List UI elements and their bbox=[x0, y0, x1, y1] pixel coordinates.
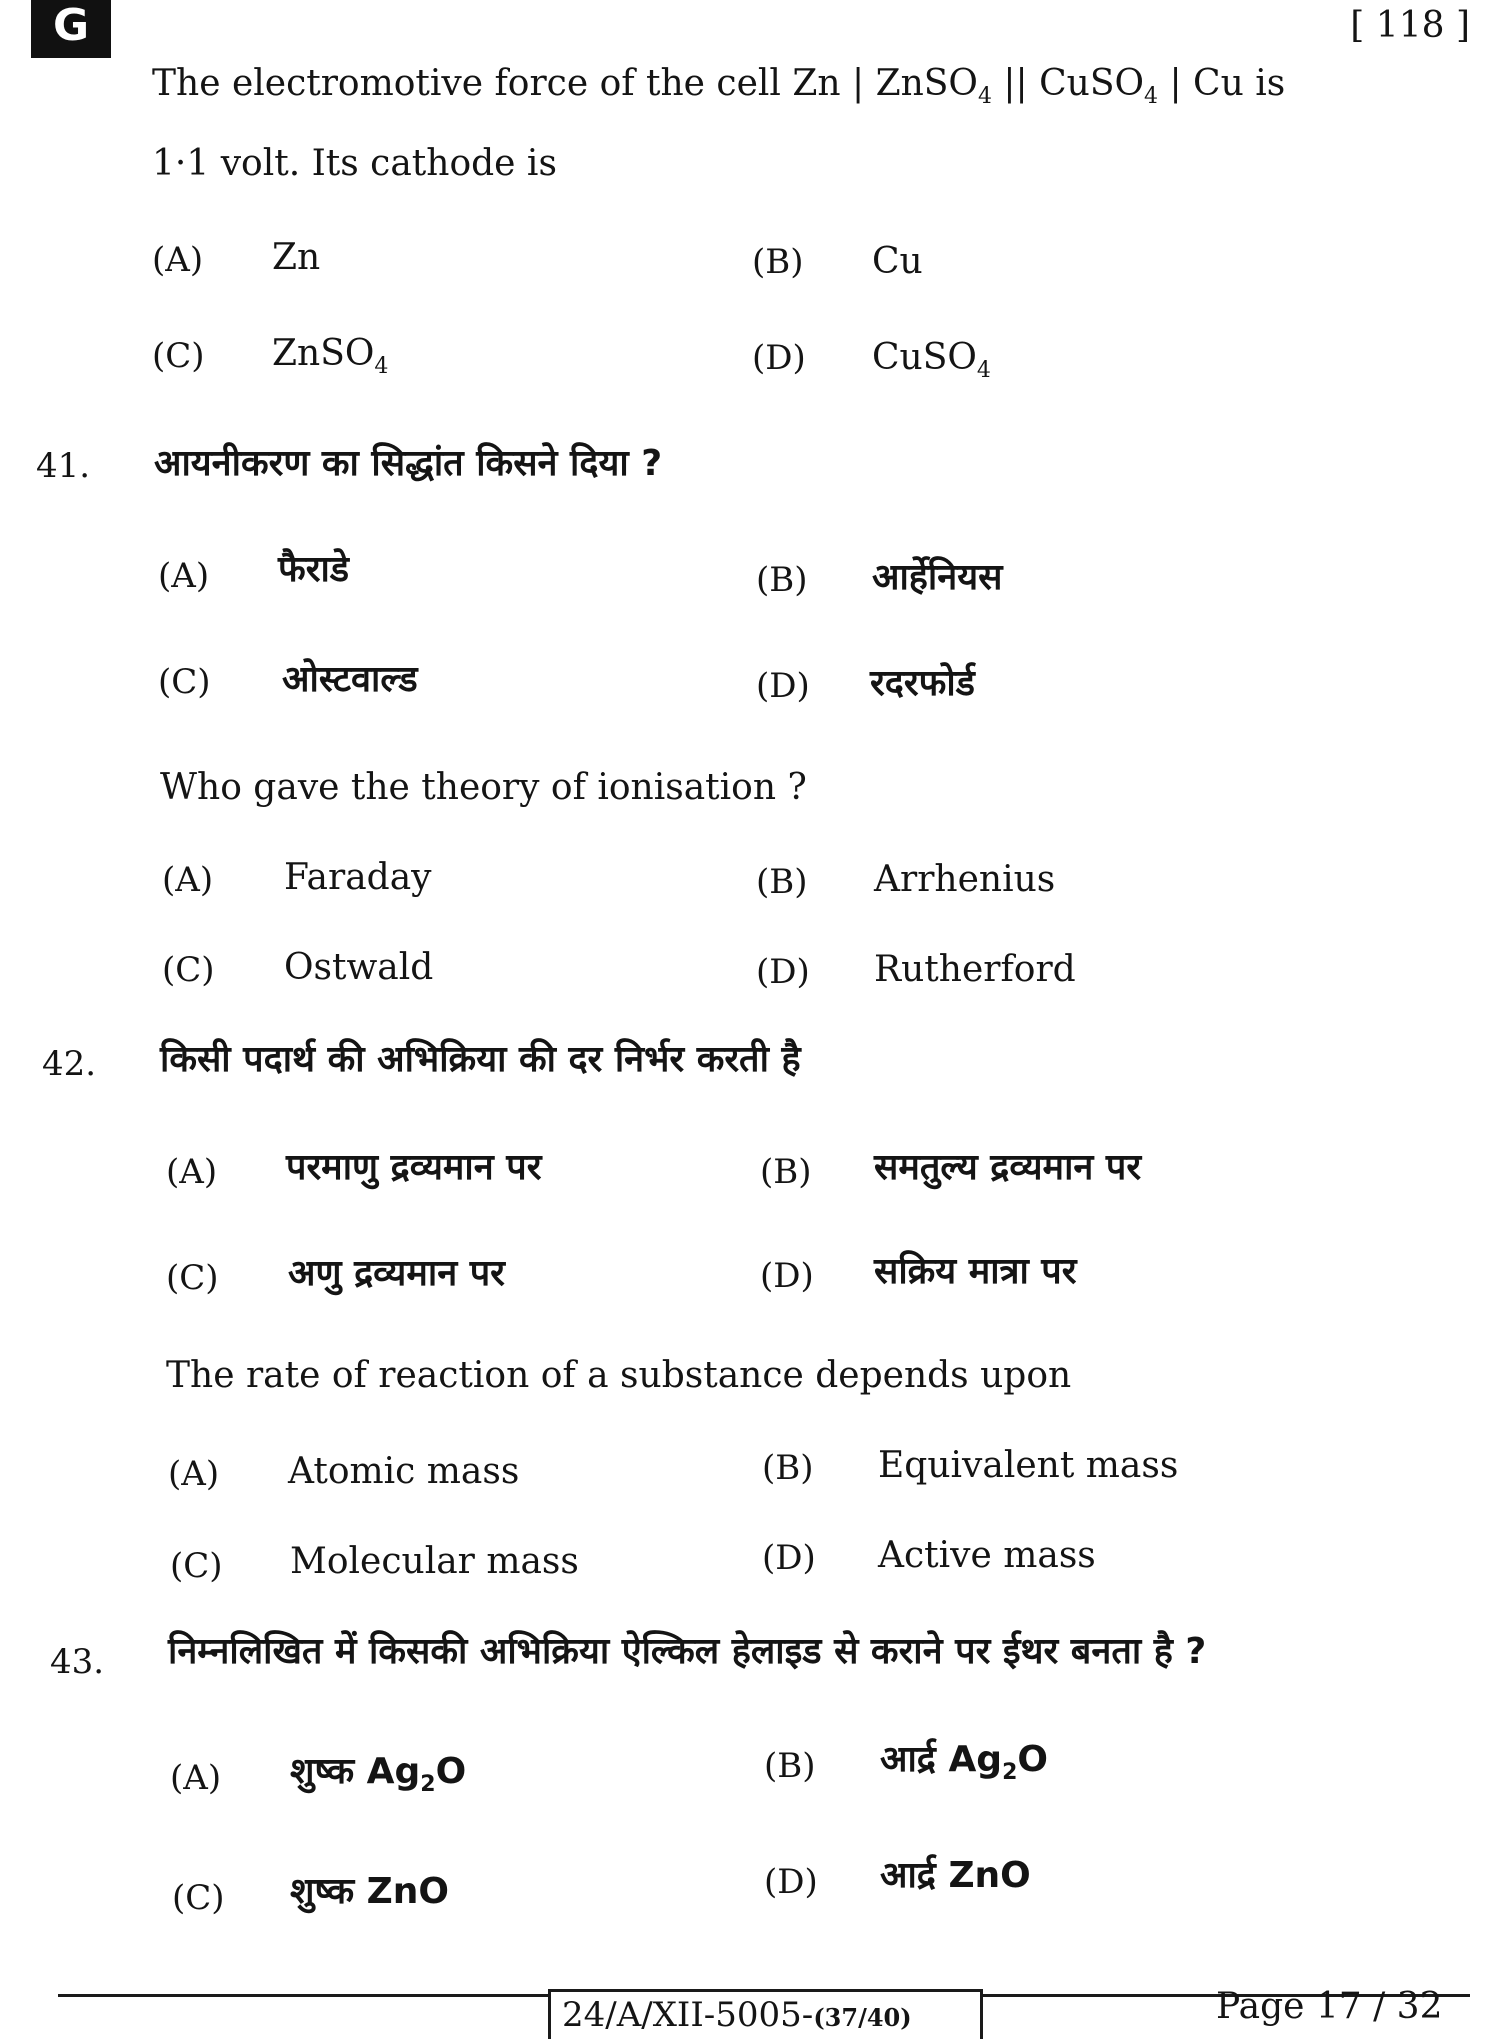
q42-english-option-b-label: (B) bbox=[762, 1448, 814, 1488]
q41-english-option-d-label: (D) bbox=[756, 952, 810, 992]
q42-hindi-option-b-label: (B) bbox=[760, 1152, 812, 1192]
q41-hindi-question: आयनीकरण का सिद्धांत किसने दिया ? bbox=[154, 443, 663, 484]
q42-english-option-c-label: (C) bbox=[170, 1546, 223, 1586]
q42-hindi-option-c: अणु द्रव्यमान पर bbox=[288, 1253, 505, 1294]
paper-code: [ 118 ] bbox=[1350, 5, 1470, 46]
q42-hindi-question: किसी पदार्थ की अभिक्रिया की दर निर्भर करती है bbox=[160, 1039, 801, 1080]
q41-english-option-c-label: (C) bbox=[162, 950, 215, 990]
q42-hindi-option-a-label: (A) bbox=[166, 1152, 218, 1192]
q42-english-option-d-label: (D) bbox=[762, 1538, 816, 1578]
q40-option-a: Zn bbox=[272, 237, 321, 278]
q43-option-c: शुष्क ZnO bbox=[290, 1871, 449, 1912]
q40-option-c: ZnSO$_4$ bbox=[272, 333, 389, 379]
q41-english-option-c: Ostwald bbox=[284, 947, 434, 988]
q40-option-d: CuSO$_4$ bbox=[872, 337, 991, 383]
q40-option-d-label: (D) bbox=[752, 338, 806, 378]
q41-hindi-option-b: आर्हेनियस bbox=[872, 557, 1003, 598]
q42-english-option-d: Active mass bbox=[878, 1535, 1096, 1576]
q41-english-option-b: Arrhenius bbox=[874, 859, 1056, 900]
set-badge: G bbox=[31, 0, 111, 58]
q41-number: 41. bbox=[36, 446, 91, 486]
q43-option-a-label: (A) bbox=[170, 1758, 222, 1798]
q42-english-option-c: Molecular mass bbox=[290, 1541, 579, 1582]
q43-option-d: आर्द्र ZnO bbox=[880, 1855, 1031, 1896]
q41-hindi-option-a: फैराडे bbox=[278, 549, 350, 590]
q43-option-b-label: (B) bbox=[764, 1746, 816, 1786]
q40-option-b-label: (B) bbox=[752, 242, 804, 282]
q40-text-line2: 1·1 volt. Its cathode is bbox=[152, 143, 557, 184]
q43-option-b: आर्द्र $Ag_2O$ bbox=[880, 1739, 1048, 1785]
q42-hindi-option-d: सक्रिय मात्रा पर bbox=[874, 1251, 1077, 1292]
q41-hindi-option-c: ओस्टवाल्ड bbox=[282, 659, 418, 700]
q41-hindi-option-a-label: (A) bbox=[158, 556, 210, 596]
q43-number: 43. bbox=[50, 1642, 105, 1682]
q40-option-c-label: (C) bbox=[152, 336, 205, 376]
q41-hindi-option-b-label: (B) bbox=[756, 560, 808, 600]
q42-hindi-option-a: परमाणु द्रव्यमान पर bbox=[286, 1147, 542, 1188]
q40-option-b: Cu bbox=[872, 241, 923, 282]
q42-number: 42. bbox=[42, 1044, 97, 1084]
q43-option-d-label: (D) bbox=[764, 1862, 818, 1902]
q41-english-option-a-label: (A) bbox=[162, 860, 214, 900]
q40-text-line1: The electromotive force of the cell Zn | ZnSO$_4$ || CuSO$_4$ | Cu is bbox=[152, 63, 1286, 109]
q41-english-option-d: Rutherford bbox=[874, 949, 1076, 990]
q42-hindi-option-c-label: (C) bbox=[166, 1258, 219, 1298]
q41-english-question: Who gave the theory of ionisation ? bbox=[160, 767, 807, 808]
q41-english-option-b-label: (B) bbox=[756, 862, 808, 902]
q43-option-c-label: (C) bbox=[172, 1878, 225, 1918]
q42-english-option-b: Equivalent mass bbox=[878, 1445, 1179, 1486]
q42-english-option-a: Atomic mass bbox=[288, 1451, 520, 1492]
q43-hindi-question: निम्नलिखित में किसकी अभिक्रिया ऐल्किल हेलाइड से कराने पर ईथर बनता है ? bbox=[168, 1631, 1207, 1672]
footer-paper-code: 24/A/XII-5005-(37/40) bbox=[562, 1995, 912, 2035]
q41-hindi-option-c-label: (C) bbox=[158, 662, 211, 702]
q41-hindi-option-d: रदरफोर्ड bbox=[870, 663, 975, 704]
q40-option-a-label: (A) bbox=[152, 240, 204, 280]
q42-english-option-a-label: (A) bbox=[168, 1454, 220, 1494]
q41-hindi-option-d-label: (D) bbox=[756, 666, 810, 706]
q43-option-a: शुष्क $Ag_2O$ bbox=[290, 1751, 467, 1797]
q42-hindi-option-d-label: (D) bbox=[760, 1256, 814, 1296]
q42-hindi-option-b: समतुल्य द्रव्यमान पर bbox=[874, 1147, 1142, 1188]
q42-english-question: The rate of reaction of a substance depends upon bbox=[166, 1355, 1072, 1396]
q41-english-option-a: Faraday bbox=[284, 857, 432, 898]
page-number: Page 17 / 32 bbox=[1216, 1986, 1443, 2027]
